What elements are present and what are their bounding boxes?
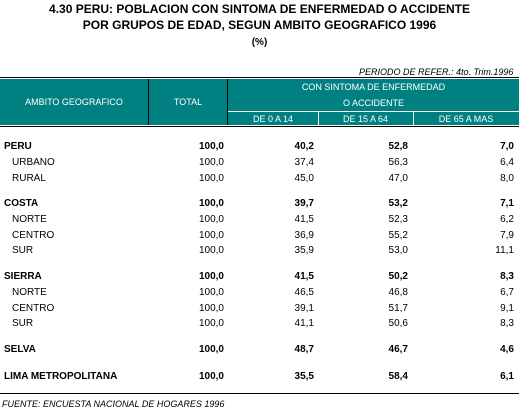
table-row: SELVA 100,0 48,7 46,7 4,6 xyxy=(4,344,514,355)
table-row: SUR 100,0 41,1 50,6 8,3 xyxy=(12,318,514,329)
header-top-rule xyxy=(0,77,519,78)
table-row: URBANO 100,0 37,4 56,3 6,4 xyxy=(12,157,514,168)
header-group-line-1: CON SINTOMA DE ENFERMEDAD xyxy=(301,82,446,92)
table-bottom-rule xyxy=(0,393,519,394)
table-row: SIERRA 100,0 41,5 50,2 8,3 xyxy=(4,271,514,282)
header-total: TOTAL xyxy=(173,97,203,107)
header-age-0-14: DE 0 A 14 xyxy=(252,114,294,124)
source-note: FUENTE: ENCUESTA NACIONAL DE HOGARES 1996 xyxy=(2,399,225,409)
header-divider xyxy=(227,79,228,125)
table-row: NORTE 100,0 41,5 52,3 6,2 xyxy=(12,214,514,225)
header-age-15-64: DE 15 A 64 xyxy=(342,114,389,124)
header-age-65-plus: DE 65 A MAS xyxy=(438,114,494,124)
table-title-line-1: 4.30 PERU: POBLACION CON SINTOMA DE ENFERMEDAD O ACCIDENTE xyxy=(49,2,470,16)
table-row: RURAL 100,0 45,0 47,0 8,0 xyxy=(12,173,514,184)
table-row: CENTRO 100,0 39,1 51,7 9,1 xyxy=(12,303,514,314)
table-row: COSTA 100,0 39,7 53,2 7,1 xyxy=(4,198,514,209)
table-row: LIMA METROPOLITANA 100,0 35,5 58,4 6,1 xyxy=(4,371,514,382)
table-title-line-2: POR GRUPOS DE EDAD, SEGUN AMBITO GEOGRAFICO 1996 xyxy=(82,18,437,32)
table-title-unit: (%) xyxy=(251,37,268,48)
header-ambito: AMBITO GEOGRAFICO xyxy=(25,97,123,107)
table-row: PERU 100,0 40,2 52,8 7,0 xyxy=(4,141,514,152)
header-divider xyxy=(318,111,319,125)
table-row: NORTE 100,0 46,5 46,8 6,7 xyxy=(12,287,514,298)
header-divider xyxy=(148,79,149,125)
table-row: SUR 100,0 35,9 53,0 11,1 xyxy=(12,245,514,256)
header-subrule xyxy=(228,111,519,112)
header-bottom-rule xyxy=(0,126,519,127)
table-row: CENTRO 100,0 36,9 55,2 7,9 xyxy=(12,230,514,241)
header-divider xyxy=(413,111,414,125)
reference-period: PERIODO DE REFER.: 4to. Trim.1996 xyxy=(359,67,514,77)
header-group-line-2: O ACCIDENTE xyxy=(342,98,404,108)
